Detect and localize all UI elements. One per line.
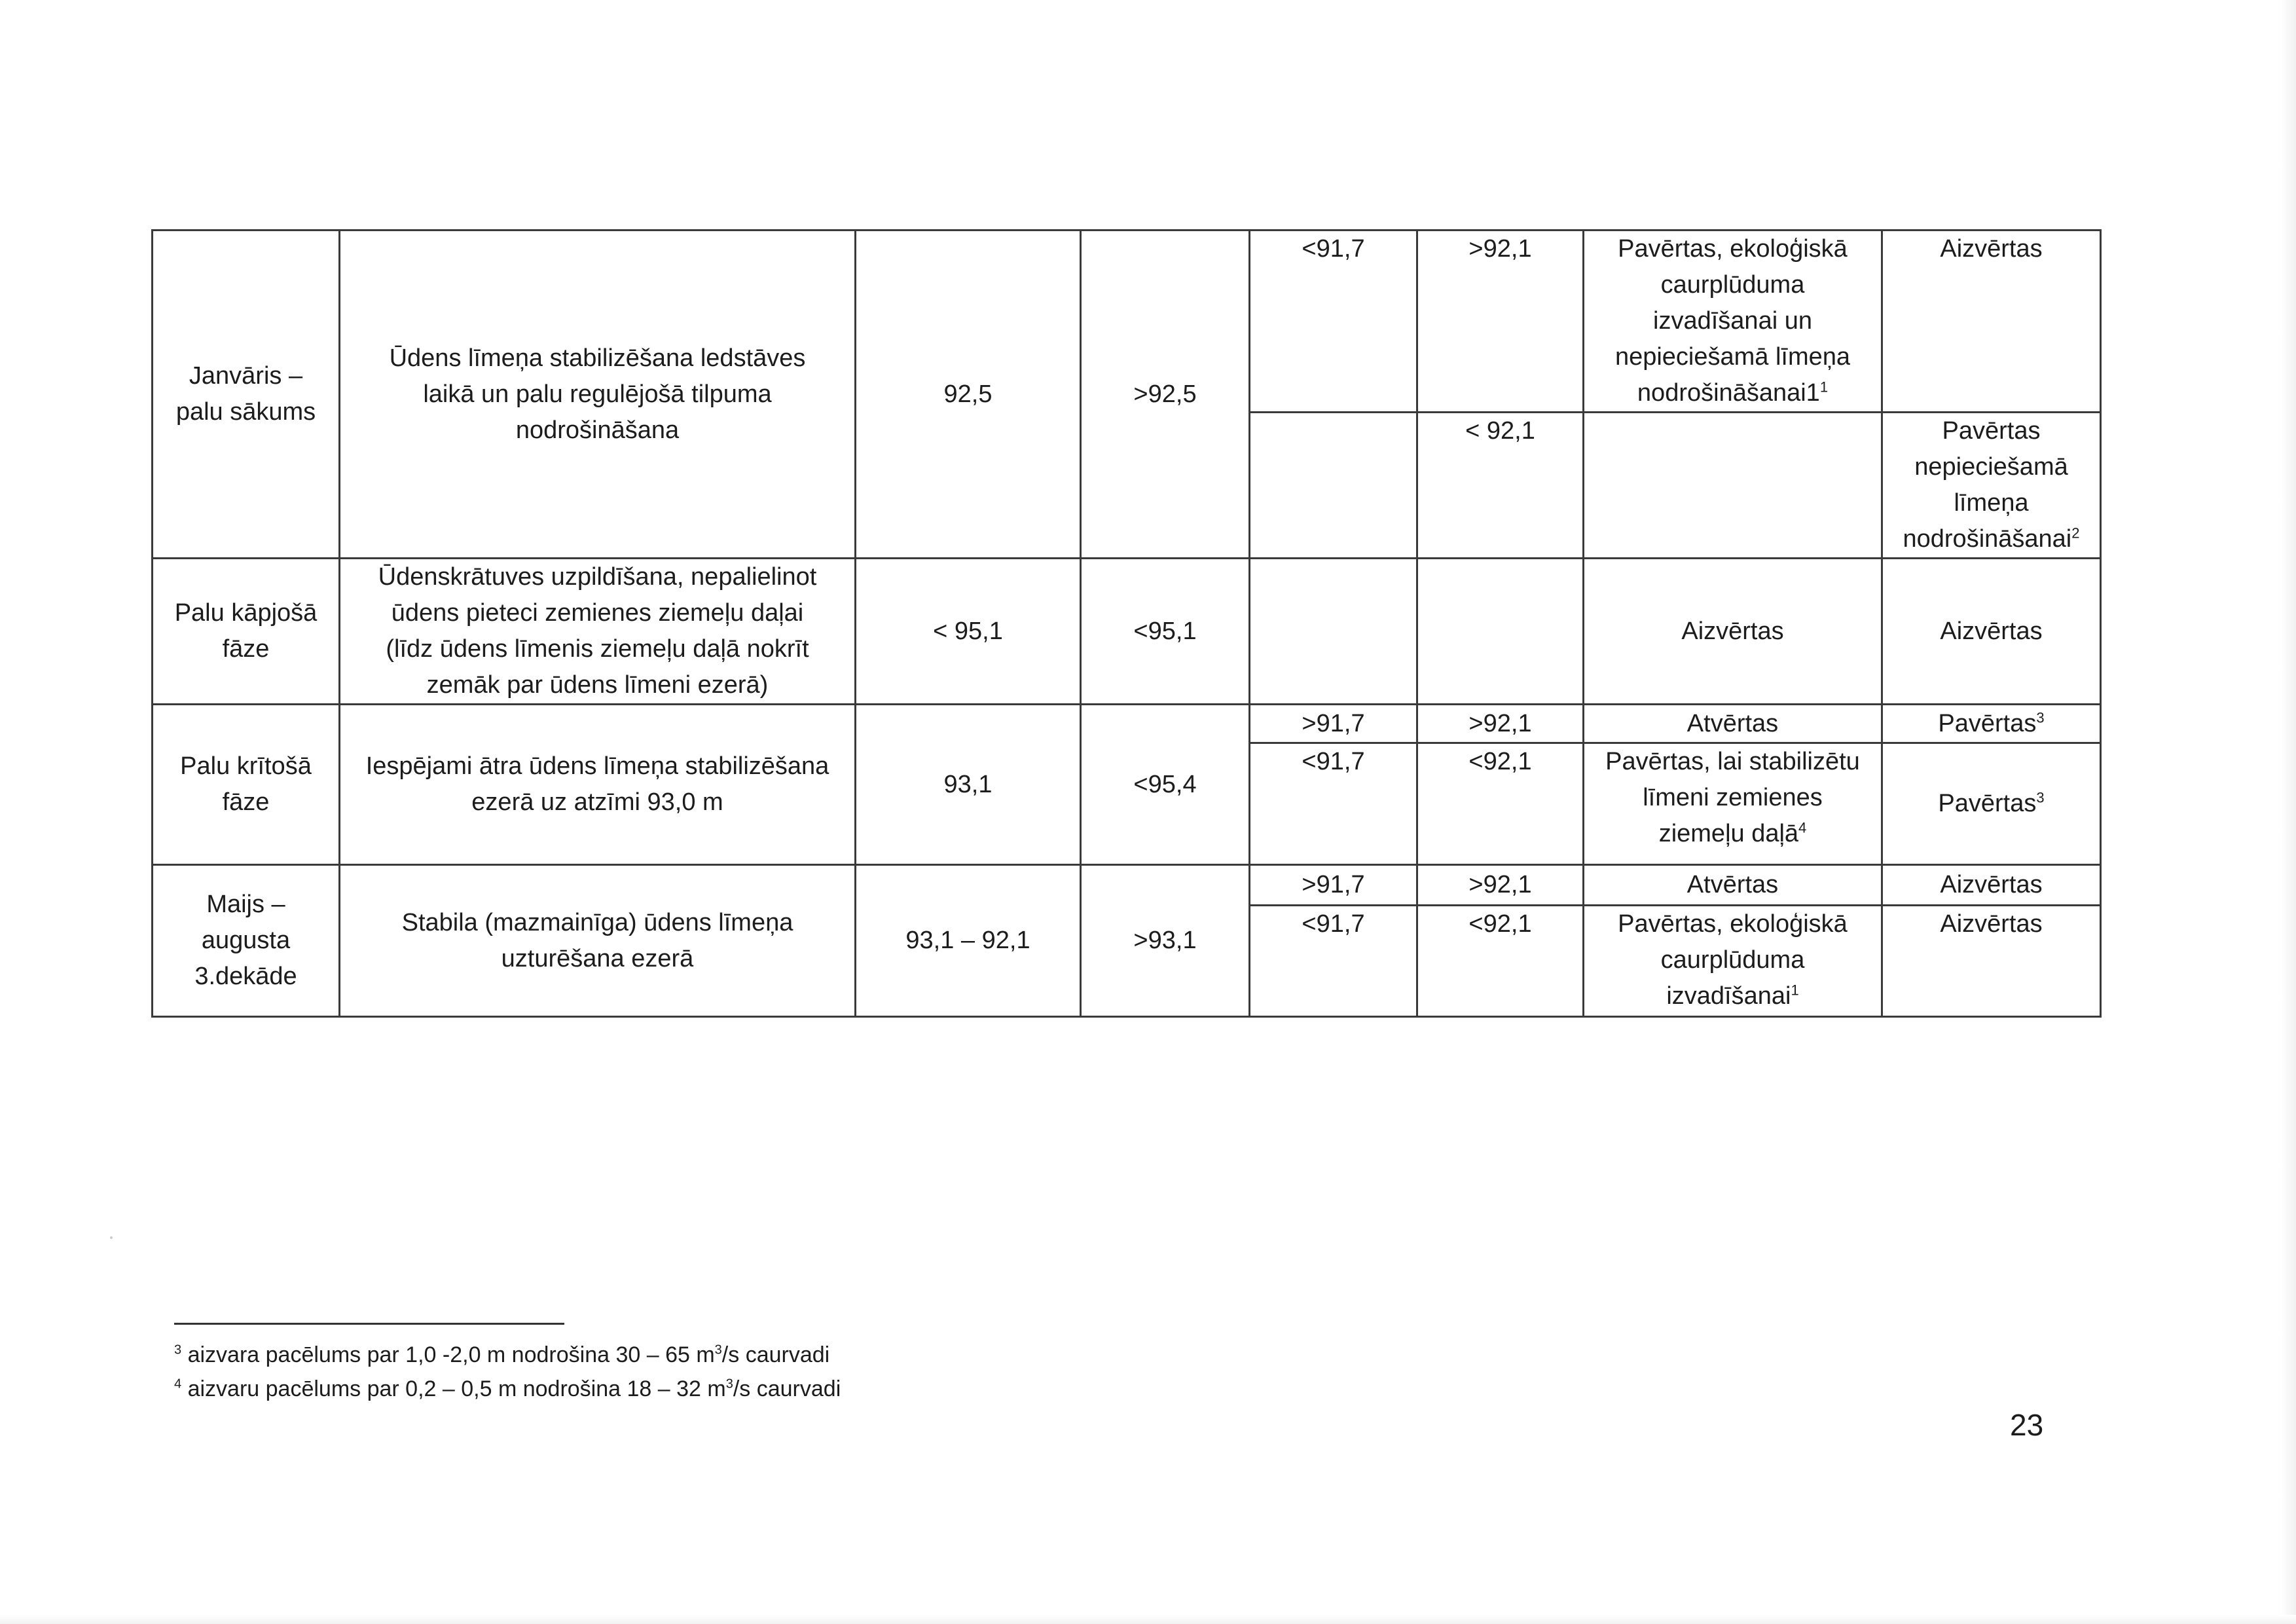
level-threshold-a: <91,7 xyxy=(1250,743,1417,865)
footnote-ref: 3 xyxy=(2036,789,2045,806)
upstream-level-cell: >93,1 xyxy=(1081,865,1250,1017)
scan-speck xyxy=(110,1236,113,1239)
table-row xyxy=(153,865,2101,906)
gate-state-c: Pavērtas, ekoloģiskā caurplūduma izvadīšanai un nepieciešamā līmeņa $nodrošināšanai1^1$ xyxy=(1584,231,1882,413)
footnote-separator xyxy=(174,1323,564,1325)
table-row xyxy=(153,231,2101,413)
lake-level-cell: < 95,1 xyxy=(856,559,1081,705)
level-threshold-a: <91,7 xyxy=(1250,231,1417,413)
level-threshold-a: >91,7 xyxy=(1250,865,1417,906)
gate-state-c xyxy=(1584,413,1882,559)
page-number: 23 xyxy=(2010,1408,2044,1442)
upstream-level-cell: >92,5 xyxy=(1081,231,1250,559)
level-threshold-b: < 92,1 xyxy=(1417,413,1584,559)
gate-state-c: Atvērtas xyxy=(1584,705,1882,743)
scan-edge-right xyxy=(2282,0,2296,1624)
table-row xyxy=(153,705,2101,743)
level-threshold-b: <92,1 xyxy=(1417,743,1584,865)
lake-level-cell: 92,5 xyxy=(856,231,1081,559)
gate-state-c: Pavērtas, lai stabilizētu līmeni zemienes ziemeļu daļā$^4$ xyxy=(1584,743,1882,865)
upstream-level-cell: <95,1 xyxy=(1081,559,1250,705)
goal-cell: Ūdens līmeņa stabilizēšana ledstāves laikā un palu regulējošā tilpuma nodrošināšana xyxy=(340,231,856,559)
gate-state-d: Aizvērtas xyxy=(1882,865,2101,906)
footnote-ref: 1 xyxy=(1791,982,1799,999)
footnote-3: $^3$ aizvara pacēlums par 1,0 -2,0 m nodrošina 30 – 65 $m^3/s$ caurvadi xyxy=(174,1342,830,1367)
gate-state-d: Pavērtas$^3$ xyxy=(1882,743,2101,865)
gate-state-d: Aizvērtas xyxy=(1882,559,2101,705)
gate-state-d: Aizvērtas xyxy=(1882,906,2101,1017)
footnote-mark: 3 xyxy=(174,1342,182,1357)
scan-edge-bottom xyxy=(0,1615,2296,1624)
level-threshold-b: <92,1 xyxy=(1417,906,1584,1017)
regulation-table xyxy=(151,229,2102,1018)
footnote-ref: 4 xyxy=(1798,819,1807,836)
table-row xyxy=(153,559,2101,705)
period-cell: Palu krītošā fāze xyxy=(153,705,340,865)
level-threshold-b xyxy=(1417,559,1584,705)
gate-state-d: Pavērtas$^3$ xyxy=(1882,705,2101,743)
period-cell: Maijs – augusta 3.dekāde xyxy=(153,865,340,1017)
goal-cell: Stabila (mazmainīga) ūdens līmeņa uzturēšana ezerā xyxy=(340,865,856,1017)
footnote-ref: 3 xyxy=(2036,709,2045,726)
level-threshold-a xyxy=(1250,413,1417,559)
gate-state-c: Atvērtas xyxy=(1584,865,1882,906)
level-threshold-a: >91,7 xyxy=(1250,705,1417,743)
footnote-ref: 2 xyxy=(2071,525,2080,542)
footnote-mark: 4 xyxy=(174,1376,182,1392)
lake-level-cell: 93,1 – 92,1 xyxy=(856,865,1081,1017)
level-threshold-b: >92,1 xyxy=(1417,705,1584,743)
lake-level-cell: 93,1 xyxy=(856,705,1081,865)
footnote-4: $^4$ aizvaru pacēlums par 0,2 – 0,5 m nodrošina 18 – 32 $m^3/s$ caurvadi xyxy=(174,1376,841,1401)
level-threshold-a: <91,7 xyxy=(1250,906,1417,1017)
goal-cell: Ūdenskrātuves uzpildīšana, nepalielinot ūdens pieteci zemienes ziemeļu daļai (līdz ūdens līmenis ziemeļu daļā nokrīt zemāk par ūdens līmeni ezerā) xyxy=(340,559,856,705)
level-threshold-b: >92,1 xyxy=(1417,231,1584,413)
goal-cell: Iespējami ātra ūdens līmeņa stabilizēšana ezerā uz atzīmi 93,0 m xyxy=(340,705,856,865)
footnote-ref: 1 xyxy=(1819,378,1829,396)
gate-state-d: Pavērtas nepieciešamā līmeņa nodrošināšanai$^2$ xyxy=(1882,413,2101,559)
gate-state-d: Aizvērtas xyxy=(1882,231,2101,413)
gate-state-c: Aizvērtas xyxy=(1584,559,1882,705)
period-cell: Palu kāpjošā fāze xyxy=(153,559,340,705)
upstream-level-cell: <95,4 xyxy=(1081,705,1250,865)
period-cell: Janvāris – palu sākums xyxy=(153,231,340,559)
level-threshold-b: >92,1 xyxy=(1417,865,1584,906)
gate-state-c: Pavērtas, ekoloģiskā caurplūduma izvadīšanai$^1$ xyxy=(1584,906,1882,1017)
level-threshold-a xyxy=(1250,559,1417,705)
